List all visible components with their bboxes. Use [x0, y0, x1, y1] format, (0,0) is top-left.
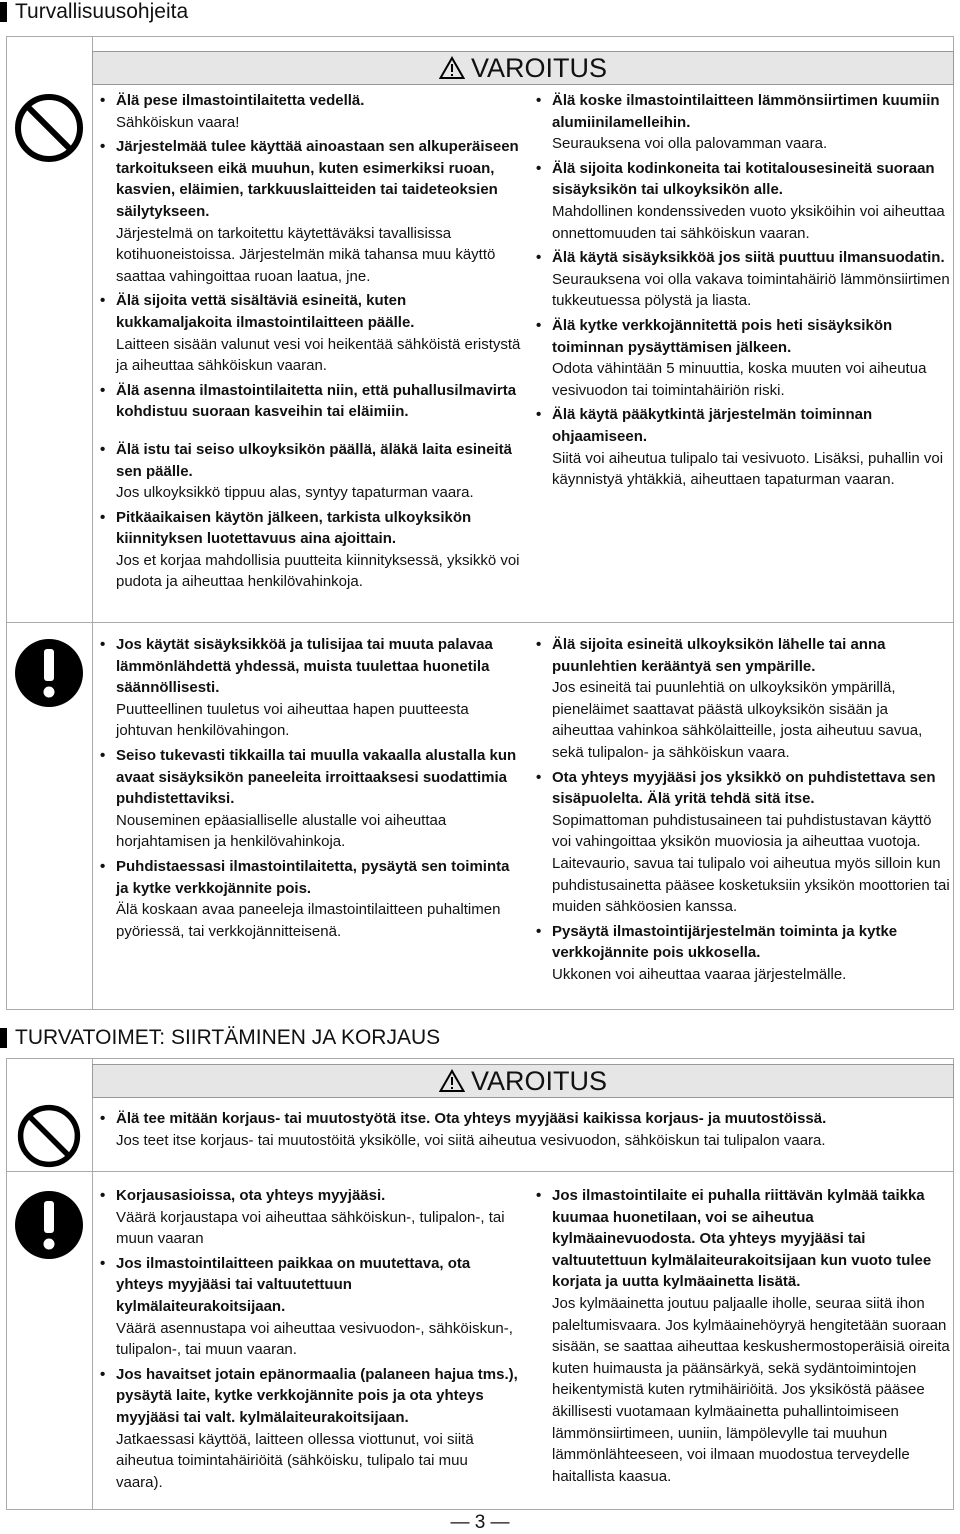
- warning-header-text: VAROITUS: [470, 52, 607, 83]
- list-item: • Älä istu tai seiso ulkoyksikön päällä, äläkä laita esineitä sen päälle. Jos ulkoyksikkö tippuu alas, syntyy tapaturman vaara.: [98, 439, 526, 504]
- section-marker: [0, 2, 7, 22]
- list-item: • Korjausasioissa, ota yhteys myyjääsi. Väärä korjaustapa voi aiheuttaa sähköiskun-, tulipalon-, tai muun vaaran: [98, 1185, 518, 1250]
- mandatory-list-right: [534, 634, 952, 989]
- list-item: • Järjestelmää tulee käyttää ainoastaan sen alkuperäiseen tarkoitukseen eikä muuhun, kuten esimerkiksi ruoan, kasvien, eläimien, tarkkuuslaitteiden tai taideteoksien säilytykseen. Järjestelmä on tarkoitettu käytettäväksi tavallisissa kotihuoneistoissa. Järjestelmän mikä tahansa muu käyttö saattaa vahingoittaa ruoan laatua, jne.: [98, 136, 526, 287]
- list-item: • Jos ilmastointilaite ei puhalla riittävän kylmää taikka kuumaa huonetilaan, voi se aiheutua kylmäainevuodosta. Ota yhteys myyjääsi tai valtuutettuun kylmälaiteurakoitsijaan kun vuoto tulee korjata ja uutta kylmäainetta lisätä. Jos kylmäainetta joutuu paljaalle iholle, seuraa siitä ihon paleltumisvaara. Jos kylmäainehöyryä hengitetään suoraan sisään, se saattaa aiheuttaa keskushermostoperäisiä oireita kuten huimausta ja päänsärkyä, sekä sydäntoimintojen heikentymistä kuten rytmihäiriöitä. Jos yksiköstä pääsee äkillisesti vuotamaan kylmäainetta puhallintoimiseen lämmönsiirtimeen, uuniin, lämpölevylle tai muuhun lämmönlähteeseen, voi ilmaan muodostua terveydelle haitallista kaasua.: [534, 1185, 952, 1487]
- warning-header: [92, 51, 954, 85]
- section-title-text: TURVATOIMET: SIIRTÄMINEN JA KORJAUS: [15, 1026, 441, 1049]
- warning-header: [92, 1064, 954, 1098]
- prohibit-list: [98, 1108, 950, 1154]
- list-item: • Pysäytä ilmastointijärjestelmän toiminta ja kytke verkkojännite pois ukkosella. Ukkonen voi aiheuttaa vaaraa järjestelmälle.: [534, 921, 952, 986]
- prohibited-icon: [13, 92, 85, 164]
- prohibit-list-left: [98, 90, 526, 596]
- list-item: • Älä pese ilmastointilaitetta vedellä. Sähköiskun vaara!: [98, 90, 526, 133]
- section-title-text: Turvallisuusohjeita: [15, 0, 189, 23]
- list-item: • Älä sijoita esineitä ulkoyksikön lähelle tai anna puunlehtien kerääntyä sen ympärille. Jos esineitä tai puunlehtiä on ulkoyksikön ympärillä, pieneläimet saattavat päästä ulkoyksikön sisään ja aiheuttaa vahinkoa sähkölaitteille, josta aiheutuu savua, sekä tulipalon- ja sähköiskun vaara.: [534, 634, 952, 764]
- list-item: • Älä asenna ilmastointilaitetta niin, että puhallusilmavirta kohdistuu suoraan kasveihin tai eläimiin.: [98, 380, 526, 423]
- mandatory-list-right: [534, 1185, 952, 1490]
- list-item: • Älä käytä sisäyksikköä jos siitä puuttuu ilmansuodatin. Seurauksena voi olla vakava toimintahäiriö lämmönsiirtimen tukkeutuessa pölystä ja liasta.: [534, 247, 952, 312]
- list-item: • Seiso tukevasti tikkailla tai muulla vakaalla alustalla kun avaat sisäyksikön paneeleita irroittaaksesi suodattimia puhdistettaviksi. Nouseminen epäasialliselle alustalle voi aiheuttaa horjahtamisen ja henkilövahinkoja.: [98, 745, 526, 853]
- section-title: [0, 0, 188, 24]
- warning-triangle-icon: [439, 56, 465, 80]
- list-item: • Puhdistaessasi ilmastointilaitetta, pysäytä sen toiminta ja kytke verkkojännite pois. Älä koskaan avaa paneeleja ilmastointilaitteen puhaltimen pyöriessä, tai verkkojännitteisenä.: [98, 856, 526, 942]
- list-item: • Pitkäaikaisen käytön jälkeen, tarkista ulkoyksikön kiinnityksen luotettavuus aina ajoittain. Jos et korjaa mahdollisia puutteita kiinnityksessä, yksikkö voi pudota ja aiheuttaa henkilövahinkoja.: [98, 507, 526, 593]
- list-item: • Jos käytät sisäyksikköä ja tulisijaa tai muuta palavaa lämmönlähdettä yhdessä, muista tuulettaa huonetila säännöllisesti. Puutteellinen tuuletus voi aiheuttaa hapen puutteesta johtuvan henkilövahingon.: [98, 634, 526, 742]
- mandatory-list-left: [98, 634, 526, 945]
- list-item: • Älä kytke verkkojännitettä pois heti sisäyksikön toiminnan pysäyttämisen jälkeen. Odota vähintään 5 minuuttia, koska muuten voi aiheutua vesivuodon tai toimintahäiriön riski.: [534, 315, 952, 401]
- section-title: [0, 1026, 440, 1050]
- prohibit-list-right: [534, 90, 952, 494]
- prohibited-icon: [16, 1103, 82, 1169]
- page-number: — 3 —: [450, 1512, 510, 1533]
- exclamation-icon: [13, 1189, 85, 1261]
- list-item: • Älä tee mitään korjaus- tai muutostyötä itse. Ota yhteys myyjääsi kaikissa korjaus- ja muutostöissä. Jos teet itse korjaus- tai muutostöitä yksikölle, voi siitä aiheutua vesivuodon, sähköiskun tai tulipalon vaara.: [98, 1108, 950, 1151]
- list-item: • Älä sijoita kodinkoneita tai kotitalousesineitä suoraan sisäyksikön tai ulkoyksikön alle. Mahdollinen kondenssiveden vuoto yksiköihin voi aiheuttaa onnettomuuden tai sähköiskun vaaran.: [534, 158, 952, 244]
- list-item: • Älä käytä pääkytkintä järjestelmän toiminnan ohjaamiseen. Siitä voi aiheutua tulipalo tai vesivuoto. Lisäksi, puhallin voi käynnistyä yhtäkkiä, aiheuttaen tapaturman vaaran.: [534, 404, 952, 490]
- list-item: • Ota yhteys myyjääsi jos yksikkö on puhdistettava sen sisäpuolelta. Älä yritä tehdä sitä itse. Sopimattoman puhdistusaineen tai puhdistustavan käyttö voi vahingoittaa yksikön muoviosia ja aiheuttaa vuotoja. Laitevaurio, savua tai tulipalo voi aiheutua myös silloin kun puhdistusainetta pääsee kosketuksiin yksikön moottorien tai muiden sähköosien kanssa.: [534, 767, 952, 918]
- list-item: • Älä koske ilmastointilaitteen lämmönsiirtimen kuumiin alumiinilamelleihin. Seurauksena voi olla palovamman vaara.: [534, 90, 952, 155]
- section-marker: [0, 1028, 7, 1048]
- mandatory-list-left: [98, 1185, 518, 1496]
- warning-triangle-icon: [439, 1069, 465, 1093]
- warning-header-text: VAROITUS: [470, 1065, 607, 1096]
- list-item: • Jos ilmastointilaitteen paikkaa on muutettava, ota yhteys myyjääsi tai valtuutettuun kylmälaiteurakoitsijaan. Väärä asennustapa voi aiheuttaa vesivuodon-, sähköiskun-, tulipalon-, tai muun vaaran.: [98, 1253, 518, 1361]
- exclamation-icon: [13, 637, 85, 709]
- list-item: • Jos havaitset jotain epänormaalia (palaneen hajua tms.), pysäytä laite, kytke verkkojännite pois ja ota yhteys myyjääsi tai valt. kylmälaiteurakoitsijaan. Jatkaessasi käyttöä, laitteen ollessa viottunut, voi siitä aiheutua toimintahäiriöitä (sähköisku, tulipalo tai muu vaara).: [98, 1364, 518, 1494]
- list-item: • Älä sijoita vettä sisältäviä esineitä, kuten kukkamaljakoita ilmastointilaitteen päälle. Laitteen sisään valunut vesi voi heikentää sähköistä eristystä ja aiheuttaa sähköiskun vaaran.: [98, 290, 526, 376]
